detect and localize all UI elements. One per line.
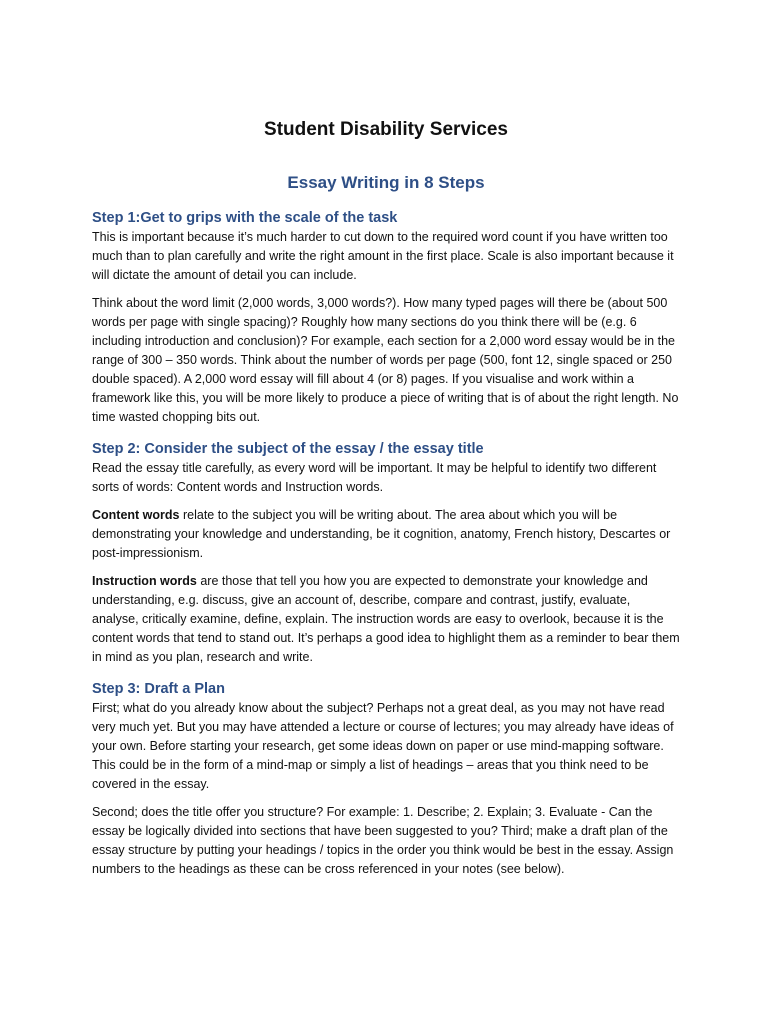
step-3-paragraph-1-text: First; what do you already know about the subject? Perhaps not a great deal, as you may not have read very much yet. But you may have attended a lecture or course of lectures; you may already have ideas of your own. Before starting your research, get some ideas down on paper or use mind-mapping software. This could be in the form of a mind-map or simply a list of headings – areas that you think need to be covered in the essay. — [92, 701, 674, 791]
step-3-paragraph-1 — [92, 699, 680, 794]
step-2-paragraph-1 — [92, 459, 680, 497]
step-2-paragraph-3-text: are those that tell you how you are expected to demonstrate your knowledge and understanding, e.g. discuss, give an account of, describe, compare and contrast, justify, evaluate, analyse, critically examine, define, explain. The instruction words are easy to overlook, because it is the content words that tend to stand out. It’s perhaps a good idea to highlight them as a reminder to bear them in mind as you plan, research and write. — [92, 574, 680, 664]
step-1-paragraph-2-text: Think about the word limit (2,000 words, 3,000 words?). How many typed pages will there be (about 500 words per page with single spacing)? Roughly how many sections do you think there will be (e.g. 6 including introduction and conclusion)? For example, each section for a 2,000 word essay would be in the range of 300 – 350 words. Think about the number of words per page (500, font 12, single spaced or 250 double spaced). A 2,000 word essay will fill about 4 (or 8) pages. If you visualise and work within a framework like this, you will be more likely to produce a piece of writing that is of about the right length. No time wasted chopping bits out. — [92, 296, 679, 424]
step-3-paragraph-2 — [92, 803, 680, 879]
content-words-term: Content words — [92, 508, 180, 522]
document-subtitle: Essay Writing in 8 Steps — [287, 173, 485, 192]
step-2-paragraph-2-text: relate to the subject you will be writing about. The area about which you will be demonstrating your knowledge and understanding, be it cognition, anatomy, French history, Descartes or post-impressionism. — [92, 508, 671, 560]
document-title: Student Disability Services — [264, 119, 508, 140]
step-1-paragraph-2 — [92, 294, 680, 427]
step-1-paragraph-1-text: This is important because it’s much harder to cut down to the required word count if you have written too much than to plan carefully and write the right amount in the first place. Scale is also important because it will dictate the amount of detail you can include. — [92, 230, 674, 282]
step-3-heading: Step 3: Draft a Plan — [92, 681, 225, 697]
instruction-words-term: Instruction words — [92, 574, 197, 588]
step-2-paragraph-3 — [92, 572, 680, 667]
step-1-paragraph-1 — [92, 228, 680, 285]
step-3-section — [92, 679, 680, 879]
step-2-section — [92, 439, 680, 667]
step-3-paragraph-2-text: Second; does the title offer you structure? For example: 1. Describe; 2. Explain; 3. Evaluate - Can the essay be logically divided into sections that have been suggested to you? Third; make a draft plan of the essay structure by putting your headings / topics in the order you think would be best in the essay. Assign numbers to the headings as these can be cross referenced in your notes (see below). — [92, 805, 674, 876]
step-2-heading: Step 2: Consider the subject of the essay / the essay title — [92, 441, 484, 457]
step-1-section — [92, 208, 680, 427]
step-1-heading: Step 1:Get to grips with the scale of the task — [92, 210, 398, 226]
step-2-paragraph-1-text: Read the essay title carefully, as every word will be important. It may be helpful to identify two different sorts of words: Content words and Instruction words. — [92, 461, 657, 494]
step-2-paragraph-2 — [92, 506, 680, 563]
